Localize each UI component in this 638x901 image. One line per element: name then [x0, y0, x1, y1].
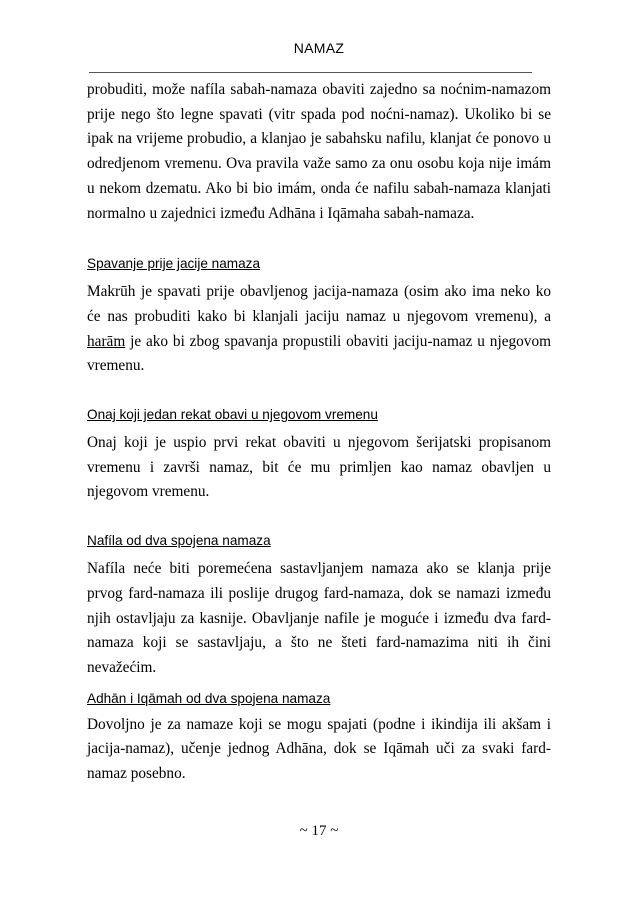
section-heading-one-rakat: Onaj koji jedan rekat obavi u njegovom vremenu	[87, 407, 378, 423]
page-number: ~ 17 ~	[299, 823, 339, 839]
page-body	[87, 78, 551, 787]
paragraph-continuation: probuditi, može nafíla sabah-namaza obaviti zajedno sa noćnim-namazom prije nego što legne spavati (vitr spada pod noćni-namaz). Ukoliko bi se ipak na vrijeme probudio, a klanjao je sabahsku nafilu, klanjat će ponovo u odredjenom vremenu. Ova pravila važe samo za onu osobu koja nije imám u nekom dzematu. Ako bi bio imám, onda će nafilu sabah-namaza klanjati normalno u zajednici između Adhāna i Iqāmaha sabah-namaza.	[87, 81, 551, 222]
paragraph-one-rakat: Onaj koji je uspio prvi rekat obaviti u njegovom šerijatski propisanom vremenu i završi namaz, bit će mu primljen kao namaz obavljen u njegovom vremenu.	[87, 434, 551, 501]
paragraph-sleeping-before-isha	[87, 280, 551, 379]
section-heading-adhan-iqamah: Adhān i Iqāmah od dva spojena namaza	[87, 690, 331, 706]
paragraph-text-part: je ako bi zbog spavanja propustili obaviti jaciju-namaz u njegovom vremenu.	[87, 332, 551, 375]
header-rule	[89, 72, 532, 73]
paragraph-nafila-combined: Nafíla neće biti poremećena sastavljanjem namaza ako se klanja prije prvog fard-namaza ili poslije drugog fard-namaza, dok se namazi između njih ostavljaju za kasnije. Obavljanje nafile je moguće i između dva fard-namaza koji se sastavljaju, a što ne šteti fard-namazima niti ih čini nevažećim.	[87, 560, 551, 676]
running-header: NAMAZ	[293, 40, 345, 56]
paragraph-text-part: Makrūh je spavati prije obavljenog jacija-namaza (osim ako ima neko ko će nas probuditi kako bi klanjali jaciju namaz u njegovom vremenu), a	[87, 283, 551, 325]
paragraph-adhan-iqamah: Dovoljno je za namaze koji se mogu spajati (podne i ikindija ili akšam i jacija-namaz), učenje jednog Adhāna, dok se Iqāmah uči za svaki fard-namaz posebno.	[87, 715, 551, 783]
section-heading-nafila-combined: Nafíla od dva spojena namaza	[87, 533, 271, 549]
section-heading-sleeping-before-isha: Spavanje prije jacije namaza	[87, 256, 261, 272]
term-haram: harām	[87, 332, 126, 350]
